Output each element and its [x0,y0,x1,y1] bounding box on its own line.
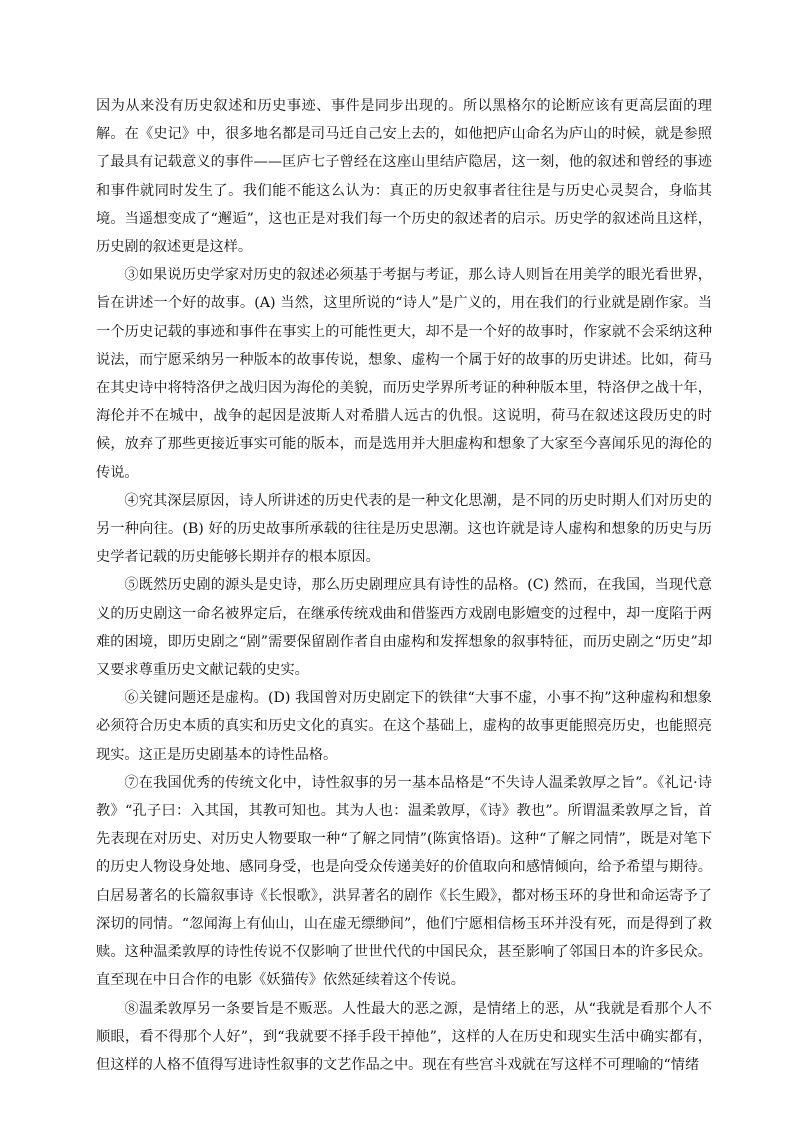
paragraph-4: ④究其深层原因，诗人所讲述的历史代表的是一种文化思潮，是不同的历史时期人们对历史的另一种向往。(B) 好的历史故事所承载的往往是历史思潮。这也许就是诗人虚构和想象的历史与历史学者记载的历史能够长期并存的根本原因。 [96,492,712,566]
paragraph-3: ③如果说历史学家对历史的叙述必须基于考据与考证，那么诗人则旨在用美学的眼光看世界，旨在讲述一个好的故事。(A) 当然，这里所说的“诗人”是广义的，用在我们的行业就是剧作家。当一个历史记载的事迹和事件在事实上的可能性更大，却不是一个好的故事时，作家就不会采纳这种说法，而宁愿采纳另一种版本的故事传说，想象、虚构一个属于好的故事的历史讲述。比如，荷马在其史诗中将特洛伊之战归因为海伦的美貌，而历史学界所考证的种种版本里，特洛伊之战十年，海伦并不在城中，战争的起因是波斯人对希腊人远古的仇恨。这说明，荷马在叙述这段历史的时候，放弃了那些更接近事实可能的版本，而是选用并大胆虚构和想象了大家至今喜闻乐见的海伦的传说。 [96,267,712,481]
paragraph-5: ⑤既然历史剧的源头是史诗，那么历史剧理应具有诗性的品格。(C) 然而，在我国，当现代意义的历史剧这一命名被界定后，在继承传统戏曲和借鉴西方戏剧电影嬗变的过程中，却一度陷于两难的困境，即历史剧之“剧”需要保留剧作者自由虚构和发挥想象的叙事特征，而历史剧之“历史”却又要求尊重历史文献记载的史实。 [96,577,712,679]
paragraph-8: ⑧温柔敦厚另一条要旨是不贩恶。人性最大的恶之源，是情绪上的恶，从“我就是看那个人不顺眼，看不得那个人好”，到“我就要不择手段干掉他”，这样的人在历史和现实生活中确实都有，但这样的人格不值得写进诗性叙事的文艺作品之中。现在有些宫斗戏就在写这样不可理喻的“情绪 [96,1000,712,1073]
paragraph-continued: 因为从来没有历史叙述和历史事迹、事件是同步出现的。所以黑格尔的论断应该有更高层面的理解。在《史记》中，很多地名都是司马迁自己安上去的，如他把庐山命名为庐山的时候，就是参照了最具有记载意义的事件——匡庐七子曾经在这座山里结庐隐居，这一刻，他的叙述和曾经的事迹和事件就同时发生了。我们能不能这么认为：真正的历史叙事者往往是与历史心灵契合，身临其境。当遥想变成了“邂逅”，这也正是对我们每一个历史的叙述者的启示。历史学的叙述尚且这样，历史剧的叙述更是这样。 [96,98,712,256]
paragraph-6: ⑥关键问题还是虚构。(D) 我国曾对历史剧定下的铁律“大事不虚，小事不拘”这种虚构和想象必须符合历史本质的真实和历史文化的真实。在这个基础上，虚构的故事更能照亮历史，也能照亮现实。这正是历史剧基本的诗性品格。 [96,690,712,763]
paragraph-7: ⑦在我国优秀的传统文化中，诗性叙事的另一基本品格是“不失诗人温柔敦厚之旨”。《礼记·诗教》“孔子曰：入其国，其教可知也。其为人也：温柔敦厚，《诗》教也”。所谓温柔敦厚之旨，首先表现在对历史、对历史人物要取一种“了解之同情”(陈寅恪语)。这种“了解之同情”，既是对笔下的历史人物设身处地、感同身受，也是向受众传递美好的价值取向和感情倾向，给予希望与期待。白居易著名的长篇叙事诗《长恨歌》，洪昇著名的剧作《长生殿》，都对杨玉环的身世和命运寄予了深切的同情。“忽闻海上有仙山，山在虚无缥缈间”，他们宁愿相信杨玉环并没有死，而是得到了救赎。这种温柔敦厚的诗性传说不仅影响了世世代代的中国民众，甚至影响了邻国日本的许多民众。直至现在中日合作的电影《妖猫传》依然延续着这个传说。 [96,774,712,989]
document-page [96,92,712,1079]
